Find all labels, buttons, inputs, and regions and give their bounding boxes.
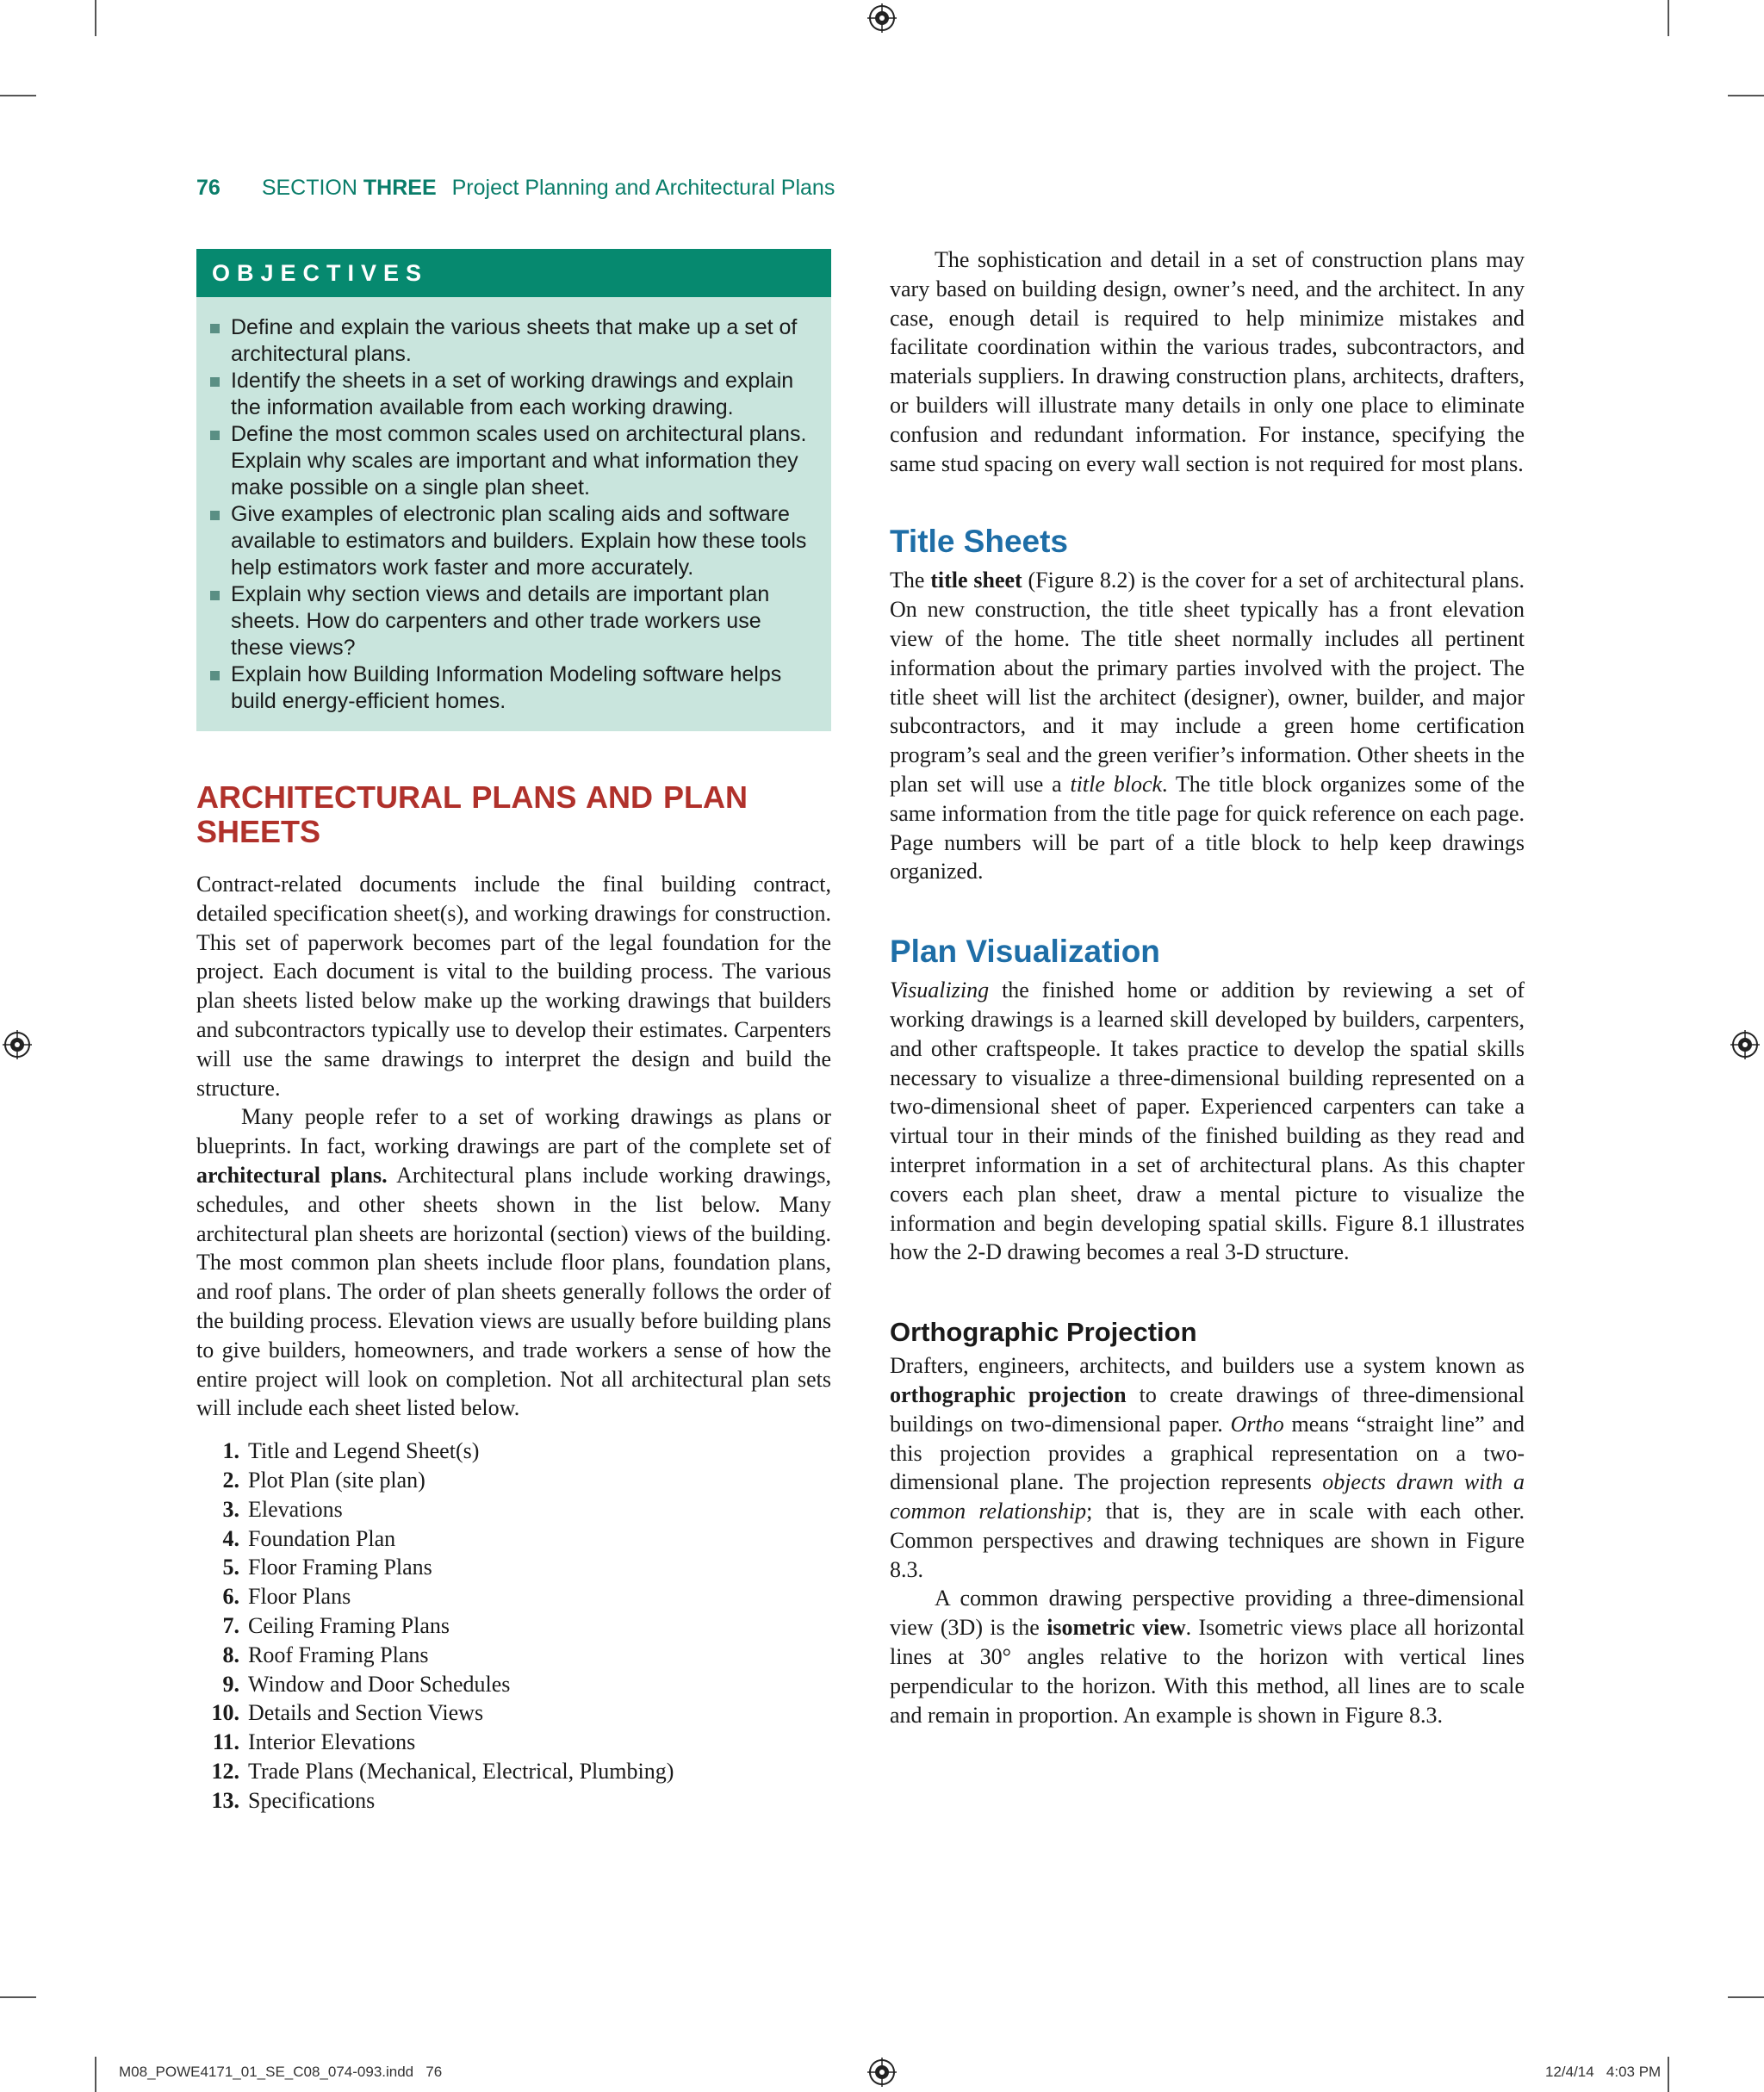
objective-item: Identify the sheets in a set of working drawings and explain the information available from each working drawing. — [210, 368, 814, 421]
list-item: 12. Trade Plans (Mechanical, Electrical, Plumbing) — [211, 1758, 674, 1784]
square-bullet-icon — [210, 324, 220, 333]
plan-sheet-list — [196, 1437, 831, 1815]
objective-item: Give examples of electronic plan scaling aids and software available to estimators and builders. Explain how these tools help estimators work faster and more accurately. — [210, 501, 814, 581]
section-heading: ARCHITECTURAL PLANS AND PLAN SHEETS — [196, 779, 748, 849]
section-number: THREE — [363, 176, 437, 200]
square-bullet-icon — [210, 431, 220, 440]
heading-orthographic-projection: Orthographic Projection — [890, 1317, 1197, 1348]
paragraph: Many people refer to a set of working drawings as plans or blueprints. In fact, working drawings are part of the complete set of architectural plans. Architectural plans include working drawings, schedules, and other sheets shown in the list below. Many architectural plan sheets are horizontal (section) views of the building. The most common plan sheets include floor plans, foundation plans, and roof plans. The order of plan sheets generally follows the order of the building process. Elevation views are usually before building plans to give builders, homeowners, and trade workers a sense of how the entire project will look on completion. Not all architectural plan sets will include each sheet listed below. — [196, 1104, 831, 1421]
crop-mark — [1728, 1996, 1764, 1998]
list-item: 3. Elevations — [222, 1496, 343, 1522]
paragraph: Contract-related documents include the final building contract, detailed specification sheet(s), and working drawings for construction. This set of paperwork becomes part of the legal foundation for the project. Each document is vital to the building process. The various plan sheets listed below make up the working drawings that builders and subcontractors typically use to develop their estimates. Carpenters will use the same drawings to interpret the design and build the structure. — [196, 872, 831, 1101]
objective-item: Define the most common scales used on architectural plans. Explain why scales are important and what information they make possible on a single plan sheet. — [210, 421, 814, 501]
objective-item: Explain how Building Information Modeling software helps build energy-efficient homes. — [210, 661, 814, 715]
section-title: Project Planning and Architectural Plans — [451, 176, 835, 200]
objectives-heading: OBJECTIVES — [196, 249, 831, 297]
objective-item: Define and explain the various sheets that make up a set of architectural plans. — [210, 314, 814, 368]
crop-mark — [0, 1996, 36, 1998]
list-item: 10. Details and Section Views — [211, 1700, 484, 1726]
left-column — [196, 780, 831, 1816]
list-item: 9. Window and Door Schedules — [222, 1671, 511, 1697]
list-item: 6. Floor Plans — [222, 1584, 351, 1610]
crop-mark — [1668, 2057, 1669, 2092]
paragraph: Drafters, engineers, architects, and builders use a system known as orthographic projection to create drawings of three-dimensional buildings on two-dimensional paper. Ortho means “straight line” and this projection provides a graphical representation on a two-dimensional plane. The projection represents objects drawn with a common relationship; that is, they are in scale with each other. Common perspectives and drawing techniques are shown in Figure 8.3. — [890, 1353, 1525, 1582]
running-head — [196, 176, 835, 201]
list-item: 2. Plot Plan (site plan) — [222, 1467, 425, 1493]
objectives-list — [196, 297, 831, 715]
list-item: 11. Interior Elevations — [212, 1729, 416, 1755]
list-item: 5. Floor Framing Plans — [222, 1555, 432, 1580]
square-bullet-icon — [210, 377, 220, 387]
paragraph: A common drawing perspective providing a three-dimensional view (3D) is the isometric view. Isometric views place all horizontal lines at 30° angles relative to the horizon with vertical lines perpendicular to the horizon. With this method, all lines are to scale and remain in proportion. An example is shown in Figure 8.3. — [890, 1586, 1525, 1728]
square-bullet-icon — [210, 511, 220, 520]
crop-mark — [95, 2057, 96, 2092]
crop-mark — [1728, 95, 1764, 96]
crop-mark — [0, 95, 36, 96]
paragraph: The sophistication and detail in a set of construction plans may vary based on building design, owner’s need, and the architect. In any case, enough detail is required to help minimize mistakes and facilitate coordination within the various trades, subcontractors, and materials suppliers. In drawing construction plans, architects, drafters, or builders will illustrate many details in only one place to eliminate confusion and redundant information. For instance, specifying the same stud spacing on every wall section is not required for most plans. — [890, 247, 1525, 476]
paragraph: Visualizing the finished home or addition by reviewing a set of working drawings is a learned skill developed by builders, carpenters, and other craftspeople. It takes practice to develop the spatial skills necessary to visualize a three-dimensional building represented on a two-dimensional sheet of paper. Experienced carpenters can take a virtual tour in their minds of the finished building as they read and interpret information in a set of architectural plans. As this chapter covers each plan sheet, draw a mental picture to visualize the information and begin developing spatial skills. Figure 8.1 illustrates how the 2-D drawing becomes a real 3-D structure. — [890, 978, 1525, 1265]
list-item: 1. Title and Legend Sheet(s) — [222, 1438, 480, 1464]
print-timestamp: 12/4/14 4:03 PM — [1545, 2064, 1662, 2080]
list-item: 4. Foundation Plan — [222, 1525, 396, 1551]
crop-mark — [1668, 0, 1669, 36]
square-bullet-icon — [210, 671, 220, 680]
square-bullet-icon — [210, 591, 220, 600]
list-item: 7. Ceiling Framing Plans — [222, 1612, 450, 1638]
registration-mark-icon — [867, 3, 897, 33]
heading-plan-visualization: Plan Visualization — [890, 934, 1160, 970]
objective-item: Explain why section views and details are important plan sheets. How do carpenters and other trade workers use these views? — [210, 581, 814, 661]
page-number: 76 — [196, 176, 220, 200]
file-info: M08_POWE4171_01_SE_C08_074-093.indd 76 — [119, 2064, 443, 2080]
paragraph: The title sheet (Figure 8.2) is the cover for a set of architectural plans. On new construction, the title sheet typically has a front elevation view of the home. The title sheet normally includes all pertinent information about the primary parties involved with the project. The title sheet will list the architect (designer), owner, builder, and major subcontractors, and it may include a green home certification program’s seal and the green verifier’s information. Other sheets in the plan set will use a title block. The title block organizes some of the same information from the title page for quick reference on each page. Page numbers will be part of a title block to help keep drawings organized. — [890, 568, 1525, 885]
section-word: SECTION — [261, 176, 357, 200]
right-column — [890, 245, 1525, 1729]
registration-mark-icon — [867, 2058, 897, 2087]
registration-mark-icon — [3, 1030, 32, 1059]
crop-mark — [95, 0, 96, 36]
registration-mark-icon — [1730, 1030, 1760, 1059]
heading-title-sheets: Title Sheets — [890, 524, 1069, 560]
list-item: 13. Specifications — [211, 1787, 376, 1813]
objectives-box — [196, 249, 831, 731]
list-item: 8. Roof Framing Plans — [222, 1642, 429, 1667]
